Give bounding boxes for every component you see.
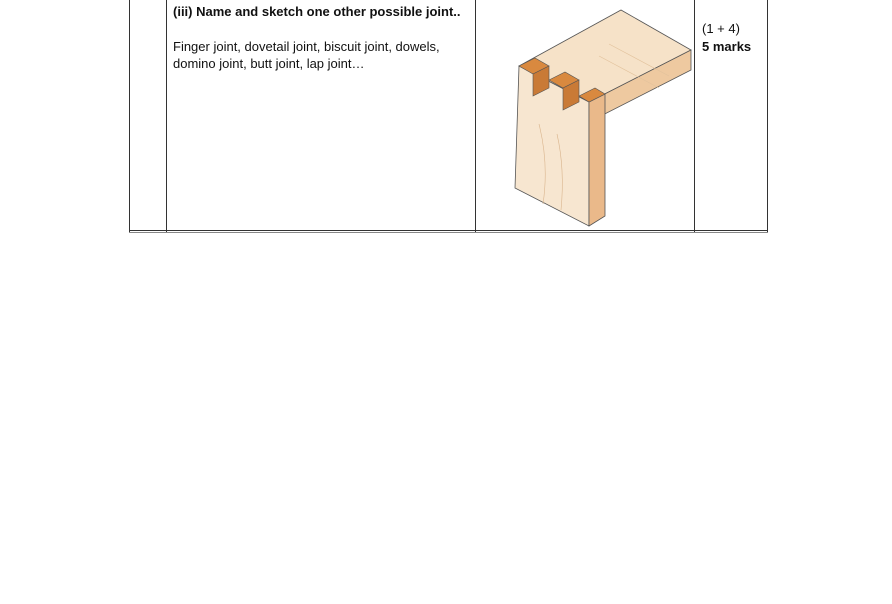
table-border-right [767, 0, 768, 232]
answer-line-1: Finger joint, dovetail joint, biscuit joint, dowels, [173, 39, 440, 54]
question-table [129, 0, 769, 232]
question-label: (iii) Name and sketch one other possible joint.. [173, 4, 461, 19]
table-bottom-border-double [129, 232, 768, 233]
table-border-left [129, 0, 130, 232]
marks-breakdown: (1 + 4) [702, 21, 740, 36]
table-bottom-border [129, 230, 768, 231]
table-column-divider-1 [166, 0, 167, 232]
marks-total: 5 marks [702, 39, 752, 54]
answer-line-2: domino joint, butt joint, lap joint… [173, 56, 365, 71]
finger-joint-sketch-icon [509, 4, 699, 228]
answer-text [173, 38, 463, 72]
table-column-divider-2 [475, 0, 476, 232]
marks-cell [702, 20, 751, 56]
